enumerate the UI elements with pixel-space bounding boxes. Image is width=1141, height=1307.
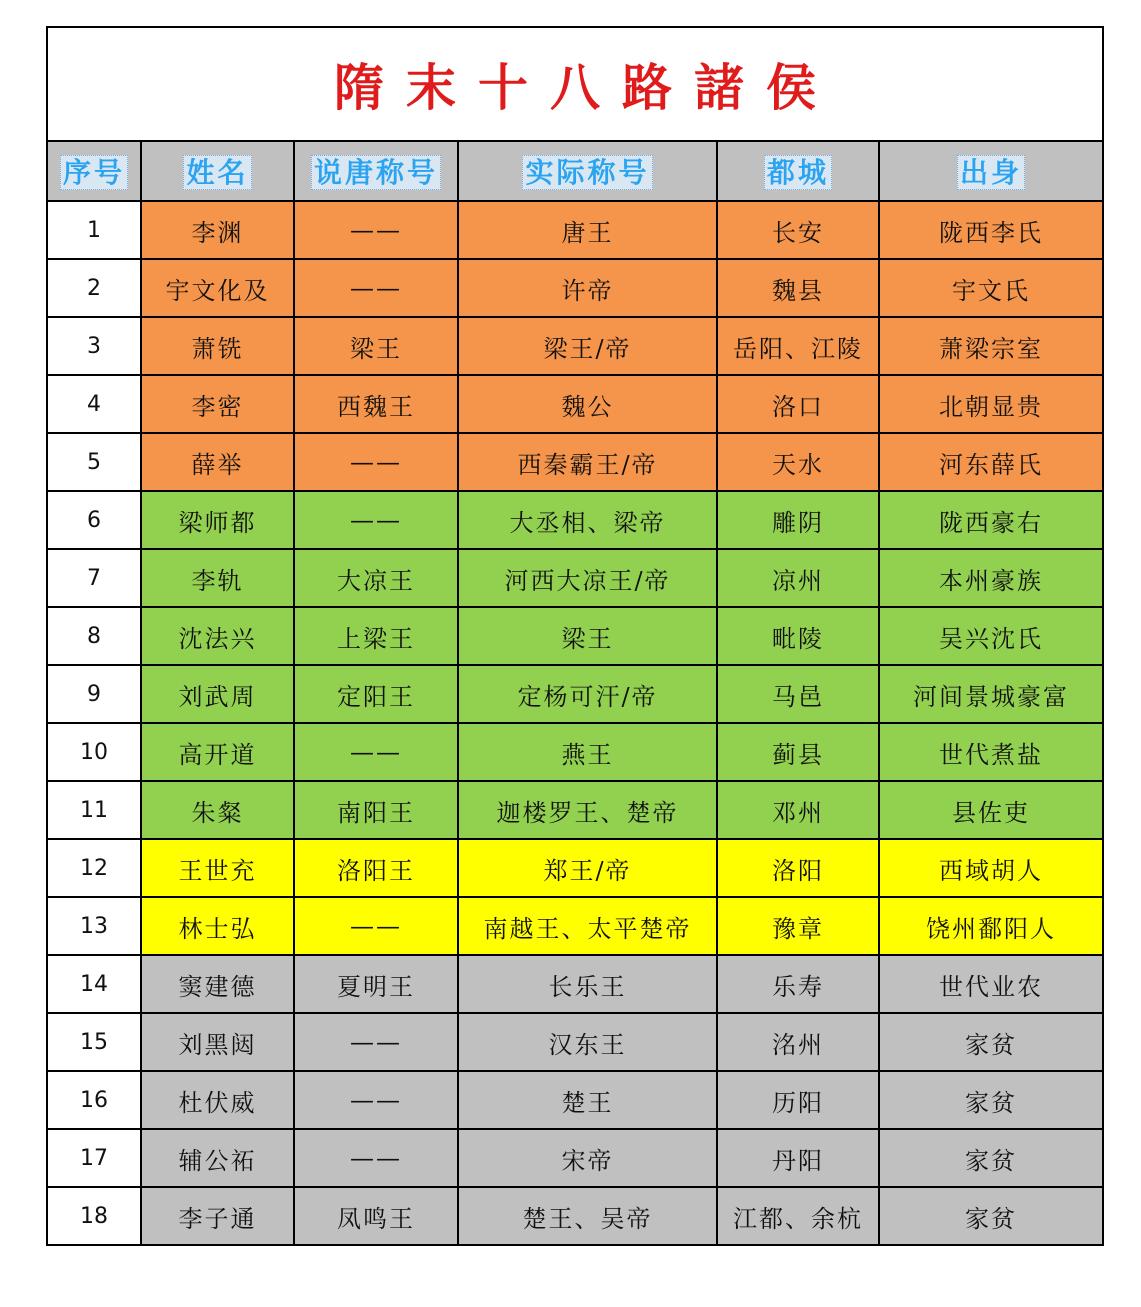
header-cell-origin: [879, 142, 1102, 201]
cell-origin: 世代业农: [879, 955, 1102, 1013]
table-row: [48, 433, 1102, 491]
cell-no: 7: [48, 549, 141, 607]
cell-shuotang: ——: [294, 723, 458, 781]
cell-origin: 饶州鄱阳人: [879, 897, 1102, 955]
cell-actual: 汉东王: [458, 1013, 717, 1071]
cell-name: 林士弘: [141, 897, 294, 955]
cell-shuotang: 洛阳王: [294, 839, 458, 897]
cell-shuotang: 凤鸣王: [294, 1187, 458, 1244]
header-cell-shuotang: [294, 142, 458, 201]
header-cell-name: [141, 142, 294, 201]
cell-name: 李子通: [141, 1187, 294, 1244]
cell-name: 薛举: [141, 433, 294, 491]
cell-actual: 西秦霸王/帝: [458, 433, 717, 491]
cell-capital: 邓州: [717, 781, 879, 839]
cell-shuotang: ——: [294, 1071, 458, 1129]
cell-no: 6: [48, 491, 141, 549]
cell-actual: 定杨可汗/帝: [458, 665, 717, 723]
cell-origin: 吴兴沈氏: [879, 607, 1102, 665]
cell-capital: 洛口: [717, 375, 879, 433]
cell-origin: 北朝显贵: [879, 375, 1102, 433]
cell-origin: 家贫: [879, 1129, 1102, 1187]
header-label: 序号: [60, 155, 128, 190]
table-row: [48, 607, 1102, 665]
header-label: 出身: [957, 155, 1025, 190]
cell-name: 李渊: [141, 201, 294, 259]
cell-origin: 陇西李氏: [879, 201, 1102, 259]
cell-origin: 西域胡人: [879, 839, 1102, 897]
cell-origin: 陇西豪右: [879, 491, 1102, 549]
header-label: 都城: [764, 155, 832, 190]
cell-capital: 魏县: [717, 259, 879, 317]
cell-capital: 江都、余杭: [717, 1187, 879, 1244]
table-row: [48, 201, 1102, 259]
cell-shuotang: 梁王: [294, 317, 458, 375]
cell-no: 8: [48, 607, 141, 665]
cell-name: 辅公祏: [141, 1129, 294, 1187]
cell-name: 李轨: [141, 549, 294, 607]
cell-no: 18: [48, 1187, 141, 1244]
cell-no: 14: [48, 955, 141, 1013]
cell-capital: 凉州: [717, 549, 879, 607]
cell-capital: 乐寿: [717, 955, 879, 1013]
header-label: 说唐称号: [311, 155, 441, 190]
cell-shuotang: ——: [294, 1129, 458, 1187]
cell-no: 3: [48, 317, 141, 375]
table-title: 隋末十八路諸侯: [334, 58, 838, 117]
cell-name: 杜伏威: [141, 1071, 294, 1129]
cell-capital: 马邑: [717, 665, 879, 723]
table-row: [48, 1071, 1102, 1129]
cell-no: 1: [48, 201, 141, 259]
cell-capital: 历阳: [717, 1071, 879, 1129]
cell-shuotang: 西魏王: [294, 375, 458, 433]
cell-capital: 长安: [717, 201, 879, 259]
cell-no: 16: [48, 1071, 141, 1129]
cell-shuotang: ——: [294, 433, 458, 491]
cell-shuotang: ——: [294, 259, 458, 317]
cell-name: 高开道: [141, 723, 294, 781]
cell-capital: 洛阳: [717, 839, 879, 897]
cell-capital: 蓟县: [717, 723, 879, 781]
cell-actual: 大丞相、梁帝: [458, 491, 717, 549]
cell-shuotang: ——: [294, 897, 458, 955]
cell-actual: 梁王: [458, 607, 717, 665]
cell-no: 9: [48, 665, 141, 723]
cell-capital: 雕阴: [717, 491, 879, 549]
cell-capital: 岳阳、江陵: [717, 317, 879, 375]
table-row: [48, 317, 1102, 375]
header-cell-actual: [458, 142, 717, 201]
cell-actual: 楚王、吴帝: [458, 1187, 717, 1244]
title-row: [48, 28, 1102, 142]
cell-shuotang: ——: [294, 201, 458, 259]
cell-name: 朱粲: [141, 781, 294, 839]
cell-actual: 许帝: [458, 259, 717, 317]
cell-origin: 宇文氏: [879, 259, 1102, 317]
cell-shuotang: 夏明王: [294, 955, 458, 1013]
cell-no: 17: [48, 1129, 141, 1187]
cell-origin: 河东薛氏: [879, 433, 1102, 491]
table-row: [48, 259, 1102, 317]
cell-shuotang: 定阳王: [294, 665, 458, 723]
cell-no: 10: [48, 723, 141, 781]
cell-shuotang: ——: [294, 491, 458, 549]
table-body: [48, 201, 1102, 1244]
header-cell-capital: [717, 142, 879, 201]
table-row: [48, 491, 1102, 549]
cell-origin: 县佐吏: [879, 781, 1102, 839]
table-row: [48, 549, 1102, 607]
table-row: [48, 1013, 1102, 1071]
cell-actual: 南越王、太平楚帝: [458, 897, 717, 955]
cell-name: 王世充: [141, 839, 294, 897]
cell-actual: 唐王: [458, 201, 717, 259]
cell-capital: 豫章: [717, 897, 879, 955]
table-row: [48, 781, 1102, 839]
cell-no: 12: [48, 839, 141, 897]
header-label: 实际称号: [522, 155, 652, 190]
table-row: [48, 897, 1102, 955]
cell-capital: 洺州: [717, 1013, 879, 1071]
cell-name: 窦建德: [141, 955, 294, 1013]
cell-no: 15: [48, 1013, 141, 1071]
table-row: [48, 955, 1102, 1013]
cell-name: 沈法兴: [141, 607, 294, 665]
cell-name: 宇文化及: [141, 259, 294, 317]
cell-name: 梁师都: [141, 491, 294, 549]
cell-actual: 迦楼罗王、楚帝: [458, 781, 717, 839]
cell-origin: 家贫: [879, 1013, 1102, 1071]
table-row: [48, 665, 1102, 723]
cell-actual: 郑王/帝: [458, 839, 717, 897]
cell-shuotang: 上梁王: [294, 607, 458, 665]
warlords-table: [48, 142, 1102, 1244]
cell-actual: 宋帝: [458, 1129, 717, 1187]
cell-no: 2: [48, 259, 141, 317]
table-row: [48, 375, 1102, 433]
cell-origin: 本州豪族: [879, 549, 1102, 607]
cell-actual: 楚王: [458, 1071, 717, 1129]
warlords-table-sheet: [46, 26, 1104, 1246]
cell-shuotang: ——: [294, 1013, 458, 1071]
cell-capital: 丹阳: [717, 1129, 879, 1187]
table-row: [48, 839, 1102, 897]
cell-no: 4: [48, 375, 141, 433]
header-label: 姓名: [183, 155, 251, 190]
cell-origin: 家贫: [879, 1071, 1102, 1129]
table-row: [48, 723, 1102, 781]
cell-shuotang: 南阳王: [294, 781, 458, 839]
cell-name: 李密: [141, 375, 294, 433]
cell-actual: 魏公: [458, 375, 717, 433]
header-cell-no: [48, 142, 141, 201]
cell-origin: 家贫: [879, 1187, 1102, 1244]
cell-actual: 燕王: [458, 723, 717, 781]
cell-actual: 河西大凉王/帝: [458, 549, 717, 607]
cell-origin: 世代煮盐: [879, 723, 1102, 781]
cell-capital: 毗陵: [717, 607, 879, 665]
cell-origin: 河间景城豪富: [879, 665, 1102, 723]
cell-no: 13: [48, 897, 141, 955]
cell-no: 5: [48, 433, 141, 491]
cell-name: 刘黑闼: [141, 1013, 294, 1071]
cell-actual: 长乐王: [458, 955, 717, 1013]
cell-capital: 天水: [717, 433, 879, 491]
table-row: [48, 1129, 1102, 1187]
cell-name: 刘武周: [141, 665, 294, 723]
cell-origin: 萧梁宗室: [879, 317, 1102, 375]
table-row: [48, 1187, 1102, 1244]
header-row: [48, 142, 1102, 201]
cell-actual: 梁王/帝: [458, 317, 717, 375]
cell-shuotang: 大凉王: [294, 549, 458, 607]
cell-name: 萧铣: [141, 317, 294, 375]
cell-no: 11: [48, 781, 141, 839]
